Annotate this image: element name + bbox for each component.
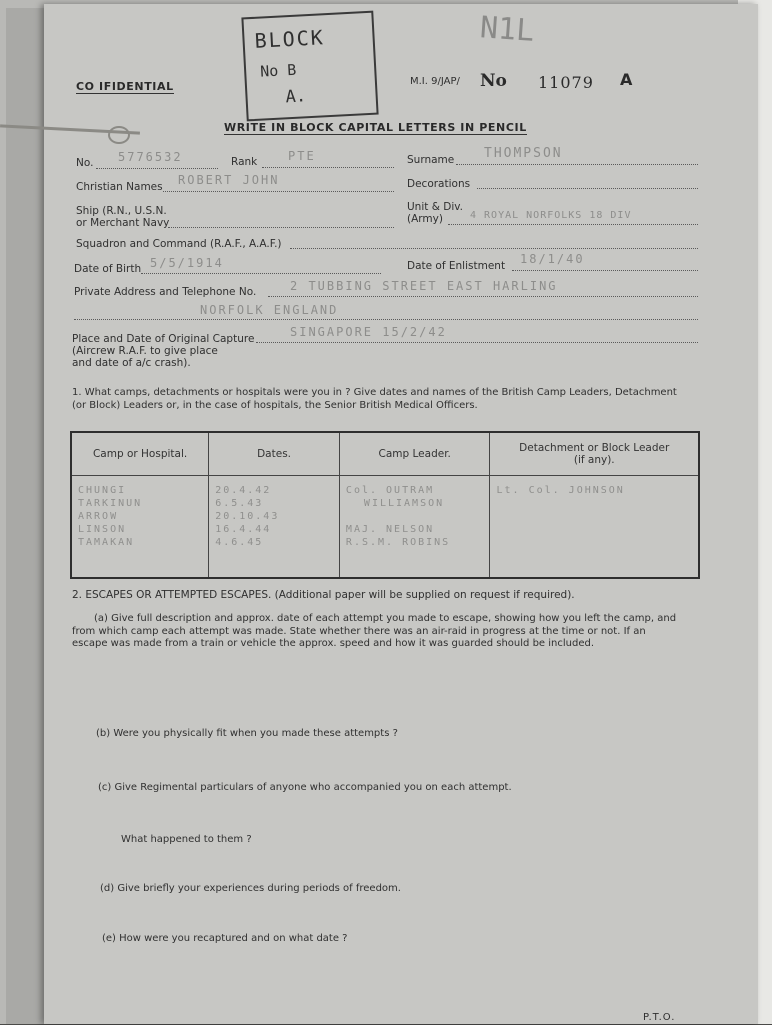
camp-entry: ARROW <box>78 511 119 522</box>
question-a-line-1: (a) Give full description and approx. date of each attempt you made to escape, showing how you left the camp, and <box>94 613 677 624</box>
surname-label: Surname <box>407 154 455 166</box>
private-address-value-line-1: 2 TUBBING STREET EAST HARLING <box>290 279 558 293</box>
ship-label-line-1: Ship (R.N., U.S.N. <box>76 205 167 217</box>
stamp-line-1: BLOCK <box>253 25 326 53</box>
leader-entry: MAJ. NELSON <box>345 524 435 535</box>
unit-label-line-1: Unit & Div. <box>407 201 463 213</box>
detachment-entry: Lt. Col. JOHNSON <box>496 485 625 496</box>
section2-question-e: (e) How were you recaptured and on what date ? <box>102 933 348 944</box>
date-entry: 4.6.45 <box>215 537 264 548</box>
private-address-value-line-2: NORFOLK ENGLAND <box>200 303 339 317</box>
camp-entry: TAMAKAN <box>78 537 135 548</box>
section2-heading: 2. ESCAPES OR ATTEMPTED ESCAPES. (Additional paper will be supplied on request if required). <box>72 589 575 601</box>
section1-question-line-2: (or Block) Leaders or, in the case of hospitals, the Senior British Medical Officers. <box>72 399 478 411</box>
unit-value: 4 ROYAL NORFOLKS 18 DIV <box>470 210 632 221</box>
date-entry: 20.4.42 <box>215 485 272 496</box>
number-label: No <box>480 71 507 91</box>
leader-entry: Col. OUTRAM <box>345 485 435 496</box>
private-address-label: Private Address and Telephone No. <box>74 286 257 298</box>
date-entry: 20.10.43 <box>215 511 280 522</box>
section1-question <box>72 387 677 412</box>
detachment-cell <box>490 476 699 579</box>
decorations-label: Decorations <box>407 178 471 190</box>
dates-cell <box>209 476 340 579</box>
service-number-label: No. <box>76 157 94 169</box>
camp-entry: LINSON <box>78 524 127 535</box>
camp-column-header: Camp or Hospital. <box>71 432 209 476</box>
ship-label <box>76 205 169 229</box>
handwritten-corner-note: N1L <box>478 10 536 49</box>
block-stamp <box>241 11 378 122</box>
date-of-birth-value: 5/5/1914 <box>150 256 224 270</box>
form-suffix: A <box>620 70 633 89</box>
camp-leader-column-header: Camp Leader. <box>339 432 490 476</box>
capture-label-line-2: (Aircrew R.A.F. to give place <box>72 345 218 357</box>
form-reference: M.I. 9/JAP/ <box>410 76 460 87</box>
christian-names-value: ROBERT JOHN <box>178 173 280 187</box>
detachment-leader-column-header: Detachment or Block Leader (if any). <box>490 432 699 476</box>
leader-entry: WILLIAMSON <box>363 498 445 509</box>
dates-column-header: Dates. <box>209 432 340 476</box>
date-entry: 16.4.44 <box>215 524 272 535</box>
stamp-line-2: No B <box>259 60 297 81</box>
camps-table <box>70 431 700 579</box>
rank-value: PTE <box>288 149 316 163</box>
section2-question-c-followup: What happened to them ? <box>121 834 252 845</box>
rank-label: Rank <box>231 156 258 168</box>
capture-label <box>72 333 254 369</box>
capture-value: SINGAPORE 15/2/42 <box>290 325 447 339</box>
capture-label-line-1: Place and Date of Original Capture <box>72 333 255 345</box>
unit-label-line-2: (Army) <box>407 213 443 225</box>
surname-value: THOMPSON <box>484 146 563 161</box>
section2-question-b: (b) Were you physically fit when you made these attempts ? <box>96 728 398 739</box>
question-a-line-2: from which camp each attempt was made. State whether there was an air-raid in progress at the time or not. If an <box>72 625 646 637</box>
section2-question-d: (d) Give briefly your experiences during periods of freedom. <box>100 883 401 894</box>
date-of-birth-label: Date of Birth <box>74 263 142 275</box>
date-of-enlistment-value: 18/1/40 <box>520 252 585 266</box>
leaders-cell <box>339 476 490 579</box>
form-number: 11079 <box>538 73 594 92</box>
stamp-line-3: A. <box>285 86 307 108</box>
classification-label: CO IFIDENTIAL <box>76 80 174 93</box>
section2-question-c: (c) Give Regimental particulars of anyone who accompanied you on each attempt. <box>98 782 512 793</box>
form-instruction: WRITE IN BLOCK CAPITAL LETTERS IN PENCIL <box>224 121 527 134</box>
section2-question-a <box>72 613 676 651</box>
squadron-label: Squadron and Command (R.A.F., A.A.F.) <box>76 238 282 250</box>
christian-names-label: Christian Names <box>76 181 163 193</box>
unit-label <box>407 201 463 225</box>
camps-cell <box>71 476 209 579</box>
capture-label-line-3: and date of a/c crash). <box>72 357 191 369</box>
leader-entry <box>346 510 486 523</box>
page-turn-note: P.T.O. <box>643 1012 676 1023</box>
section1-question-line-1: 1. What camps, detachments or hospitals were you in ? Give dates and names of the British Camp Leaders, Detachment <box>72 387 677 398</box>
binding-twine-knot <box>108 126 130 144</box>
service-number-value: 5776532 <box>118 150 183 164</box>
date-entry: 6.5.43 <box>215 498 264 509</box>
leader-entry: R.S.M. ROBINS <box>345 537 451 548</box>
date-of-enlistment-label: Date of Enlistment <box>407 260 506 272</box>
question-a-line-3: escape was made from a train or vehicle the approx. speed and how it was guarded should be included. <box>72 638 595 649</box>
ship-label-line-2: or Merchant Navy <box>76 217 170 229</box>
camp-entry: CHUNGI <box>78 485 127 496</box>
camp-entry: TARKINUN <box>78 498 143 509</box>
